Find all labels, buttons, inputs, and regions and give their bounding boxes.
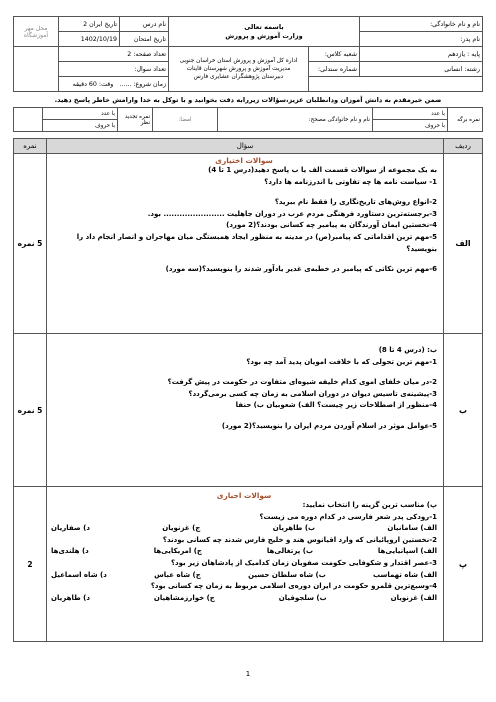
mcq-options xyxy=(51,570,437,582)
option[interactable]: ب) شاه سلطان حسین xyxy=(248,570,326,579)
start-time-value: ...... xyxy=(119,80,132,88)
section-body xyxy=(47,487,444,642)
question-line: 4-منظور از اصطلاحات زیر چیست؟ الف) شعوبیان ب) حنفا xyxy=(235,401,437,410)
grade-field: پایه : یازدهم xyxy=(360,47,483,62)
score-letters[interactable]: با حروف xyxy=(373,120,448,132)
father-name-field[interactable]: نام پدر: xyxy=(360,32,483,47)
mcq-question: 3-عصر اقتدار و شکوفایی حکومت صفویان زمان کدامیک از پادشاهان زیر بود؟ xyxy=(171,558,437,567)
date-label: تاریخ امتحان xyxy=(120,32,169,47)
school-stamp: محل مهر آموزشگاه xyxy=(14,17,59,47)
option[interactable]: ب) سلجوقیان xyxy=(278,593,327,602)
timing xyxy=(59,77,169,92)
corrector-sign[interactable]: امضا: xyxy=(153,108,218,132)
duration-unit: دقیقه xyxy=(72,80,87,88)
section-title: سوالات اجباری xyxy=(216,491,272,500)
start-time-label: زمان شروع: xyxy=(133,80,166,88)
option[interactable]: ج) شاه عباس xyxy=(154,570,201,579)
revised-label: نمره تجدید نظر xyxy=(118,108,153,132)
pages-count: تعداد صفحه: 2 xyxy=(59,47,169,62)
question-line: 2-در میان خلفای اموی کدام خلیفه شیوه‌ای متفاوت در حکومت در پیش گرفت؟ xyxy=(167,378,437,387)
section-score: 2 xyxy=(14,487,47,642)
basmala: باسمه تعالی xyxy=(244,22,284,31)
question-line: 6-مهم ترین نکاتی که پیامبر در خطبه‌ی غدیر یادآور شدند را بنویسید؟(سه مورد) xyxy=(165,265,437,274)
option[interactable]: الف) غزنویان xyxy=(390,593,437,602)
school-name: دبیرستان پژوهشگران عشایری فارس xyxy=(193,74,284,80)
score-number[interactable]: با عدد xyxy=(373,108,448,120)
header-empty xyxy=(309,77,483,92)
score-label: نمره برگه xyxy=(448,108,483,132)
mcq-question: 4-وسیع‌ترین قلمرو حکومت در ایران دوره‌ی اسلامی مربوط به زمان چه کسانی بود؟ xyxy=(150,582,437,591)
ministry: وزارت آموزش و پرورش xyxy=(225,31,303,40)
duration-value: 60 xyxy=(88,80,97,88)
section-intro: پ) مناسب ترین گزینه را انتخاب نمایید: xyxy=(302,501,437,509)
question-count: تعداد سوال: xyxy=(59,62,169,77)
question-line: 2-انواع روش‌های تاریخ‌نگاری را فقط نام ببرید؟ xyxy=(274,198,437,207)
question-line: 1- سیاست نامه ها چه تفاوتی با اندرزنامه ها دارد؟ xyxy=(264,177,437,186)
section-be xyxy=(14,334,483,487)
exam-header xyxy=(13,16,483,92)
col-score: نمره xyxy=(14,139,47,154)
question-line: 3-پیشینه‌ی تاسیس دیوان در دوران اسلامی به زمان چه کسی برمی‌گردد؟ xyxy=(188,389,437,398)
section-body xyxy=(47,154,444,334)
department-1: اداره کل آموزش و پرورش استان خراسان جنوبی xyxy=(179,58,298,64)
exam-intro: ضمن خیرمقدم به دانش آموزان ودانطلبان عزیز،سؤالات زیررابه دقت بخوانید و با توکل به خدا وارامش خاطر پاسخ دهید. xyxy=(54,96,442,104)
option[interactable]: ب) طاهریان xyxy=(272,524,316,533)
question-line: 5-عوامل موثر در اسلام آوردن مردم ایران را بنویسید؟(2 مورد) xyxy=(221,421,437,430)
revised-letters[interactable]: با حروف xyxy=(43,120,118,132)
col-row: ردیف xyxy=(444,139,483,154)
option[interactable]: الف) اسپانیایی‌ها xyxy=(377,547,437,556)
header-title xyxy=(169,17,360,47)
revised-number[interactable]: با عدد xyxy=(43,108,118,120)
questions-table xyxy=(13,138,483,642)
class-no-field[interactable]: شعبه کلاس: xyxy=(309,47,360,62)
question-line: 1-مهم ترین تحولی که با خلافت امویان پدید آمد چه بود؟ xyxy=(246,357,437,366)
section-body xyxy=(47,334,444,487)
mcq-options xyxy=(51,523,437,535)
student-name-field[interactable]: نام و نام خانوادگی: xyxy=(360,17,483,32)
mcq-options xyxy=(51,593,437,605)
row-label: ب xyxy=(444,334,483,487)
section-pe xyxy=(14,487,483,642)
department-2: مدیریت آموزش و پرورش شهرستان قاینات xyxy=(186,66,291,72)
section-title: سوالات اختیاری xyxy=(215,156,273,165)
option[interactable]: ج) امریکایی‌ها xyxy=(153,547,202,556)
mcq-options xyxy=(51,546,437,558)
exam-page xyxy=(13,16,483,642)
mcq-question: 1-رودکی پدر شعر فارسی در کدام دوره می زیست؟ xyxy=(259,512,437,521)
option[interactable]: ج) خوارزمشاهیان xyxy=(153,593,215,602)
option[interactable]: د) طاهریان xyxy=(51,593,90,602)
header-blank xyxy=(14,47,59,92)
row-label: الف xyxy=(444,154,483,334)
question-line: ب: (درس 4 تا 8) xyxy=(378,346,437,354)
question-line: 3-برجسته‌ترین دستاورد فرهنگی مردم عرب در دوران جاهلیت ....................... بود. xyxy=(147,209,437,218)
course-label: نام درس xyxy=(120,17,169,32)
option[interactable]: د) هلندی‌ها xyxy=(51,547,89,556)
section-score: 5 نمره xyxy=(14,154,47,334)
seat-number-field[interactable]: شماره سندلی: xyxy=(309,62,360,77)
option[interactable]: الف) شاه تهماسب xyxy=(373,570,437,579)
question-line: 4-نخستین ایمان آورندگان به پیامبر چه کسانی بودند؟(2 مورد) xyxy=(226,221,437,230)
sig-blank xyxy=(14,108,43,132)
option[interactable]: د) شاه اسماعیل xyxy=(51,570,107,579)
option[interactable]: الف) سامانیان xyxy=(387,524,437,533)
section-alef xyxy=(14,154,483,334)
option[interactable]: د) صفاریان xyxy=(51,524,90,533)
header-departments xyxy=(169,47,309,92)
duration-label: وقت: xyxy=(98,80,114,88)
date-value: 1402/10/19 xyxy=(59,32,120,47)
question-line: به یک مجموعه از سوالات قسمت الف یا ب پاسخ دهید(درس 1 تا 4) xyxy=(208,166,437,174)
col-question: سؤال xyxy=(47,139,444,154)
signature-row xyxy=(13,107,483,132)
section-score: 5 نمره xyxy=(14,334,47,487)
mcq-question: 2-نخستین اروپائیانی که وارد اقیانوس هند و خلیج فارس شدند چه کسانی بودند؟ xyxy=(162,535,437,544)
question-line: بنویسید؟ xyxy=(406,244,437,253)
field-of-study: رشته: انسانی xyxy=(360,62,483,77)
option[interactable]: ب) پرتغالی‌ها xyxy=(266,547,313,556)
option[interactable]: ج) غزنویان xyxy=(162,524,201,533)
course-value: تاریخ ایران 2 xyxy=(59,17,120,32)
corrector-name[interactable]: نام و نام خانوادگی مصحح: xyxy=(218,108,373,132)
question-line: 5-مهم ترین اقداماتی که پیامبر(ص) در مدینه به منظور ایجاد همبستگی میان مهاجران و انصار انجام داد را xyxy=(76,232,437,241)
row-label: پ xyxy=(444,487,483,642)
page-number: 1 xyxy=(245,670,251,678)
